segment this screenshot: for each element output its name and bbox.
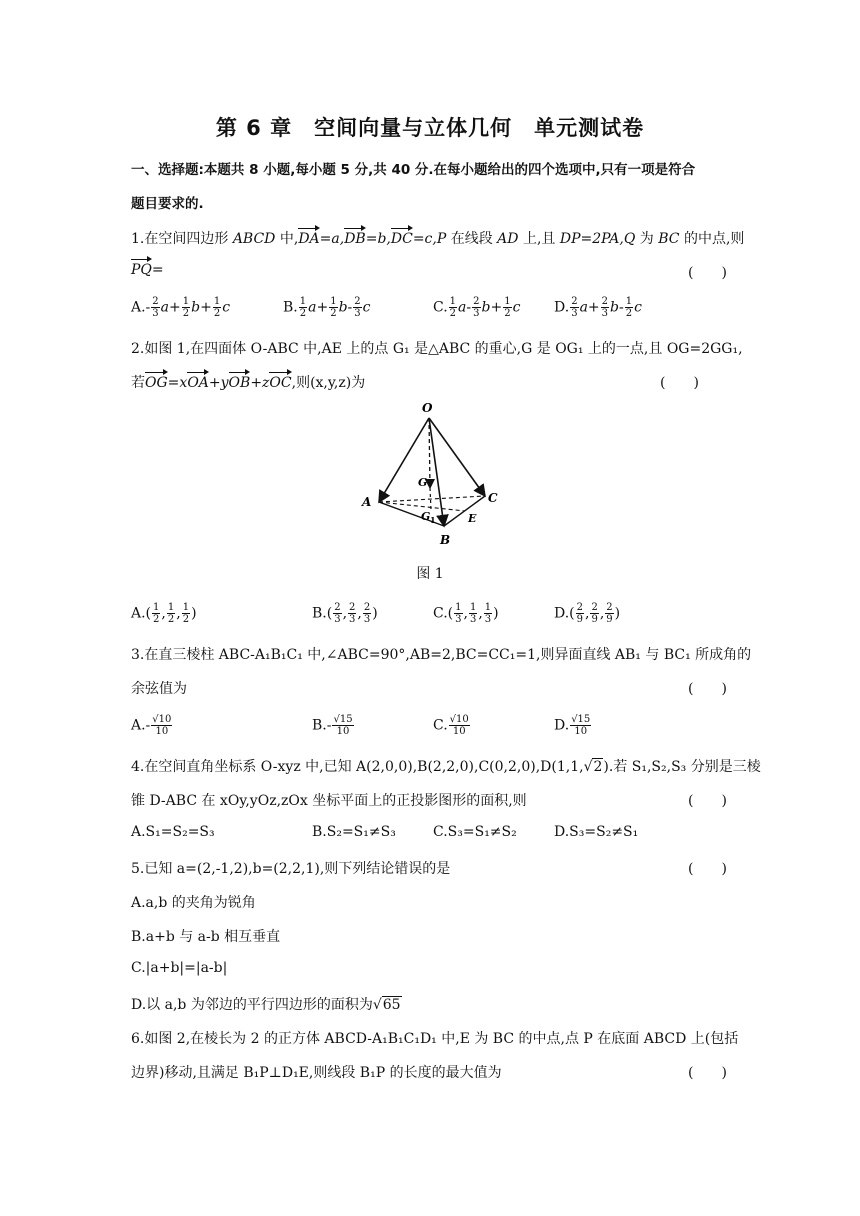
- fraction-denominator: 9: [576, 614, 584, 625]
- option-term: c: [222, 299, 231, 316]
- fraction-numerator: 1: [153, 602, 160, 613]
- fraction-numerator: 2: [606, 602, 613, 613]
- option-label: C.(: [433, 605, 454, 622]
- section-header-line-1: 一、选择题:本题共 8 小题,每小题 5 分,共 40 分.在每小题给出的四个选项中,只有一项是符合: [131, 162, 696, 178]
- page-title: 第 6 章 空间向量与立体几何 单元测试卷: [215, 116, 645, 140]
- q1-option-c: [433, 296, 520, 319]
- option-label: A.-: [131, 299, 151, 316]
- fraction-denominator: 3: [455, 614, 462, 625]
- fraction-numerator: 2: [601, 296, 609, 307]
- fraction: [590, 602, 598, 625]
- fraction-denominator: 2: [504, 308, 511, 319]
- fraction-denominator: 2: [330, 308, 337, 319]
- fraction-numerator: 1: [625, 296, 633, 307]
- label-b: B: [440, 533, 451, 547]
- fraction-denominator: 3: [354, 308, 361, 319]
- option-label: C.: [433, 299, 448, 316]
- option-term: c: [634, 299, 642, 316]
- label-c: C: [488, 491, 498, 505]
- q4-stem-line-2: 锥 D-ABC 在 xOy,yOz,zOx 坐标平面上的正投影图形的面积,则: [131, 793, 527, 809]
- option-label: B.(: [312, 605, 333, 622]
- fraction-denominator: 3: [484, 614, 492, 625]
- fraction: [182, 602, 190, 625]
- q5-option-b: B.a+b 与 a-b 相互垂直: [131, 929, 281, 945]
- q1-number: 1.: [131, 231, 145, 247]
- fraction-denominator: 3: [349, 614, 356, 625]
- fraction: [484, 602, 492, 625]
- fraction-numerator: 1: [484, 602, 492, 613]
- q4-answer-blank: ( ): [688, 793, 727, 809]
- option-term: b+: [481, 299, 503, 316]
- option-term: b+: [191, 299, 212, 316]
- q6-stem-line-2: 边界)移动,且满足 B₁P⊥D₁E,则线段 B₁P 的长度的最大值为: [131, 1065, 502, 1081]
- fraction: [151, 714, 172, 737]
- q6-answer-blank: ( ): [688, 1065, 727, 1081]
- option-label: D.(: [554, 605, 575, 622]
- label-g1: G: [421, 510, 431, 523]
- fraction-denominator: 3: [571, 308, 578, 319]
- q2-option-d: [554, 602, 620, 625]
- fraction-denominator: 3: [152, 308, 159, 319]
- q1-answer-blank: ( ): [688, 265, 727, 281]
- option-close: ): [372, 605, 378, 622]
- sqrt-symbol: √2: [583, 759, 603, 775]
- fraction-numerator: 1: [455, 602, 462, 613]
- fraction-numerator: 1: [299, 296, 307, 307]
- fraction-denominator: 2: [449, 308, 457, 319]
- fraction: [449, 714, 470, 737]
- fraction-denominator: 3: [469, 614, 477, 625]
- fraction: [570, 296, 578, 319]
- option-term: a+: [160, 299, 181, 316]
- fraction-denominator: 3: [601, 308, 609, 319]
- q2-option-c: [433, 602, 499, 625]
- fraction: [605, 602, 613, 625]
- fraction: [449, 296, 457, 319]
- fraction-denominator: 2: [625, 308, 633, 319]
- q4-option-b: B.S₂=S₁≠S₃: [312, 824, 396, 840]
- label-e: E: [468, 512, 477, 525]
- fraction: [213, 296, 221, 319]
- figure-1-caption: 图 1: [416, 566, 444, 582]
- edge-oc: [429, 418, 485, 496]
- fraction: [363, 602, 371, 625]
- fraction-numerator: 2: [591, 602, 598, 613]
- tetrahedron-figure: [352, 398, 512, 550]
- fraction: [182, 296, 190, 319]
- q3-option-a: [131, 714, 173, 737]
- q4-stem-line-1: 4.在空间直角坐标系 O-xyz 中,已知 A(2,0,0),B(2,2,0),C(0,2,0),D(1,1,√2).若 S₁,S₂,S₃ 分别是三棱: [131, 759, 761, 775]
- q3-option-d: [554, 714, 592, 737]
- fraction-numerator: 1: [330, 296, 337, 307]
- q2-option-b: [312, 602, 378, 625]
- fraction-numerator: 2: [363, 602, 371, 613]
- sqrt-symbol: √65: [372, 997, 401, 1013]
- fraction-numerator: √10: [449, 714, 469, 725]
- fraction-numerator: 2: [576, 602, 584, 613]
- option-label: B.-: [312, 717, 332, 734]
- vector-db: DB: [344, 231, 366, 247]
- q5-option-d: D.以 a,b 为邻边的平行四边形的面积为√65: [131, 997, 401, 1013]
- fraction: [299, 296, 307, 319]
- fraction: [472, 296, 480, 319]
- label-o: O: [422, 401, 433, 415]
- q1-stem-line-1: 1.在空间四边形 ABCD 中,DA=a,DB=b,DC=c,P 在线段 AD 上,且 DP=2PA,Q 为 BC 的中点,则: [131, 231, 745, 247]
- option-label: A.(: [131, 605, 152, 622]
- label-g1-subscript: 1: [430, 515, 436, 525]
- edge-oa: [379, 418, 429, 502]
- option-label: B.: [283, 299, 298, 316]
- q1-stem-line-2: PQ=: [131, 262, 164, 278]
- fraction: [152, 602, 160, 625]
- option-label: D.: [554, 299, 570, 316]
- vector-da: DA: [298, 231, 320, 247]
- q3-stem-line-2: 余弦值为: [131, 681, 187, 697]
- vector-og: OG: [145, 375, 168, 391]
- fraction: [601, 296, 609, 319]
- option-close: ): [493, 605, 499, 622]
- fraction: [151, 296, 159, 319]
- q3-option-b: [312, 714, 355, 737]
- fraction-numerator: 2: [571, 296, 578, 307]
- fraction-denominator: 2: [182, 614, 190, 625]
- edge-ob: [429, 418, 444, 526]
- fraction-denominator: 3: [473, 308, 480, 319]
- vector-dc: DC: [390, 231, 413, 247]
- fraction: [570, 714, 591, 737]
- q2-option-a: [131, 602, 197, 625]
- fraction: [503, 296, 511, 319]
- fraction-denominator: 10: [574, 726, 588, 737]
- comma: ,: [585, 605, 590, 622]
- vector-oc: OC: [269, 375, 292, 391]
- fraction-numerator: √15: [333, 714, 353, 725]
- fraction-numerator: 2: [354, 296, 361, 307]
- fraction-numerator: 2: [334, 602, 341, 613]
- label-g: G: [418, 476, 428, 489]
- fraction-denominator: 10: [336, 726, 350, 737]
- fraction-denominator: 3: [334, 614, 341, 625]
- fraction-numerator: 2: [349, 602, 356, 613]
- option-term: b-: [610, 299, 624, 316]
- fraction-denominator: 2: [153, 614, 160, 625]
- q2-stem-line-2: 若OG=xOA+yOB+zOC,则(x,y,z)为: [131, 375, 366, 391]
- fraction-numerator: 1: [213, 296, 221, 307]
- fraction-denominator: 2: [299, 308, 307, 319]
- edge-ac: [379, 496, 485, 502]
- option-term: a+: [308, 299, 329, 316]
- fraction: [332, 714, 353, 737]
- fraction-denominator: 2: [213, 308, 221, 319]
- q5-option-c: C.|a+b|=|a-b|: [131, 960, 228, 976]
- fraction-numerator: √15: [571, 714, 591, 725]
- comma: ,: [342, 605, 348, 622]
- comma: ,: [478, 605, 483, 622]
- fraction-denominator: 2: [182, 308, 190, 319]
- fraction-numerator: √10: [152, 714, 172, 725]
- q1-option-a: [131, 296, 230, 319]
- fraction: [576, 602, 584, 625]
- fraction-numerator: 1: [182, 602, 190, 613]
- fraction-numerator: 1: [182, 296, 190, 307]
- fraction: [348, 602, 356, 625]
- q1-option-d: [554, 296, 642, 319]
- q4-option-a: A.S₁=S₂=S₃: [131, 824, 215, 840]
- fraction-numerator: 1: [167, 602, 175, 613]
- option-close: ): [614, 605, 621, 622]
- fraction: [333, 602, 341, 625]
- q5-stem: 5.已知 a=(2,-1,2),b=(2,2,1),则下列结论错误的是: [131, 861, 451, 877]
- q5-option-a: A.a,b 的夹角为锐角: [131, 895, 256, 911]
- fraction: [353, 296, 361, 319]
- comma: ,: [161, 605, 166, 622]
- q2-stem-line-1: 2.如图 1,在四面体 O-ABC 中,AE 上的点 G₁ 是△ABC 的重心,G 是 OG₁ 上的一点,且 OG=2GG₁,: [131, 341, 743, 357]
- section-header-line-2: 题目要求的.: [131, 196, 204, 212]
- fraction-denominator: 9: [591, 614, 598, 625]
- fraction: [167, 602, 175, 625]
- fraction-numerator: 1: [449, 296, 457, 307]
- fraction-numerator: 2: [152, 296, 159, 307]
- fraction-numerator: 2: [473, 296, 480, 307]
- option-term: c: [362, 299, 371, 316]
- q4-option-d: D.S₃=S₂≠S₁: [554, 824, 639, 840]
- option-term: a+: [579, 299, 600, 316]
- option-close: ): [191, 605, 197, 622]
- fraction-denominator: 2: [167, 614, 175, 625]
- q5-answer-blank: ( ): [688, 861, 727, 877]
- fraction: [329, 296, 337, 319]
- comma: ,: [357, 605, 362, 622]
- option-term: a-: [458, 299, 472, 316]
- comma: ,: [599, 605, 605, 622]
- vector-ob: OB: [228, 375, 251, 391]
- q2-answer-blank: ( ): [660, 375, 699, 391]
- option-term: c: [512, 299, 521, 316]
- vector-oa: OA: [187, 375, 209, 391]
- option-term: b-: [338, 299, 353, 316]
- fraction-numerator: 1: [469, 602, 477, 613]
- comma: ,: [176, 605, 181, 622]
- option-label: A.-: [131, 717, 151, 734]
- q1-option-b: [283, 296, 371, 319]
- option-label: C.: [433, 717, 448, 734]
- fraction-denominator: 3: [363, 614, 371, 625]
- label-a: A: [362, 495, 372, 509]
- fraction: [454, 602, 462, 625]
- fraction-denominator: 10: [155, 726, 169, 737]
- fraction: [469, 602, 477, 625]
- q6-stem-line-1: 6.如图 2,在棱长为 2 的正方体 ABCD-A₁B₁C₁D₁ 中,E 为 BC 的中点,点 P 在底面 ABCD 上(包括: [131, 1031, 739, 1047]
- fraction-numerator: 1: [504, 296, 511, 307]
- fraction-denominator: 10: [452, 726, 466, 737]
- q3-answer-blank: ( ): [688, 681, 727, 697]
- q3-option-c: [433, 714, 471, 737]
- q3-stem-line-1: 3.在直三棱柱 ABC-A₁B₁C₁ 中,∠ABC=90°,AB=2,BC=CC₁=1,则异面直线 AB₁ 与 BC₁ 所成角的: [131, 647, 752, 663]
- q4-option-c: C.S₃=S₁≠S₂: [433, 824, 517, 840]
- vector-pq: PQ: [131, 262, 152, 278]
- option-label: D.: [554, 717, 570, 734]
- comma: ,: [463, 605, 468, 622]
- fraction: [625, 296, 633, 319]
- fraction-denominator: 9: [606, 614, 613, 625]
